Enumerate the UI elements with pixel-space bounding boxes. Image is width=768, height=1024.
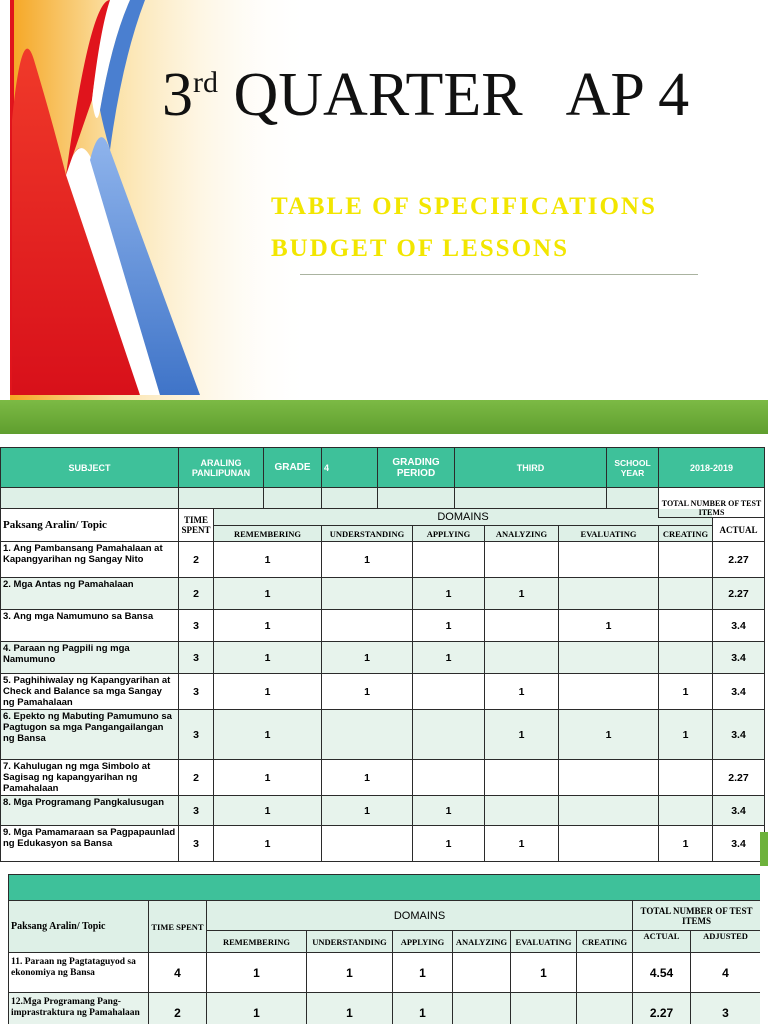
topic-cell: 6. Epekto ng Mabuting Pamumuno sa Pagtugon sa mga Pangangailangan ng Bansa [1, 710, 179, 760]
topic-cell: 8. Mga Programang Pangkalusugan [1, 796, 179, 826]
applying-cell: 1 [413, 826, 485, 862]
topic-cell: 4. Paraan ng Pagpili ng mga Namumuno [1, 642, 179, 674]
analyzing-cell [485, 760, 559, 796]
applying-cell: 1 [413, 578, 485, 610]
title-text: QUARTER AP 4 [218, 61, 690, 129]
time-cell: 3 [179, 826, 214, 862]
time-cell: 3 [179, 642, 214, 674]
domain-understanding-header: UNDERSTANDING [322, 526, 413, 542]
green-banner [0, 400, 768, 434]
actual-cell: 3.4 [713, 826, 765, 862]
title-slide [0, 0, 768, 400]
topic-cell: 1. Ang Pambansang Pamahalaan at Kapangyarihan ng Sangay Nito [1, 542, 179, 578]
time-cell: 3 [179, 674, 214, 710]
domain-applying-header: APPLYING [413, 526, 485, 542]
remembering-cell: 1 [214, 642, 322, 674]
actual-cell: 2.27 [713, 542, 765, 578]
table-row [1, 674, 765, 710]
domain-analyzing-header: ANALYZING [485, 526, 559, 542]
title-ordinal-suffix: rd [193, 66, 218, 99]
time-cell: 3 [179, 610, 214, 642]
time-cell: 3 [179, 796, 214, 826]
domain-understanding-header: UNDERSTANDING [307, 931, 393, 953]
applying-cell: 1 [413, 610, 485, 642]
creating-cell: 1 [659, 674, 713, 710]
header-row [9, 901, 761, 931]
topic-cell: 7. Kahulugan ng mga Simbolo at Sagisag ng kapangyarihan ng Pamahalaan [1, 760, 179, 796]
subject-label: SUBJECT [1, 448, 179, 488]
domain-evaluating-header: EVALUATING [511, 931, 577, 953]
evaluating-cell [559, 760, 659, 796]
evaluating-cell: 1 [559, 610, 659, 642]
remembering-cell: 1 [214, 542, 322, 578]
time-spent-header: TIME SPENT [149, 901, 207, 953]
understanding-cell: 1 [322, 542, 413, 578]
analyzing-cell: 1 [485, 674, 559, 710]
analyzing-cell [485, 642, 559, 674]
topic-cell: 11. Paraan ng Pagtataguyod sa ekonomiya ng Bansa [9, 953, 149, 993]
evaluating-cell [559, 542, 659, 578]
remembering-cell: 1 [214, 826, 322, 862]
applying-cell [413, 710, 485, 760]
understanding-cell: 1 [322, 796, 413, 826]
domain-evaluating-header: EVALUATING [559, 526, 659, 542]
creating-cell [577, 953, 633, 993]
adjusted-header: ADJUSTED [691, 931, 761, 953]
total-test-items-header: TOTAL NUMBER OF TEST ITEMS [633, 901, 761, 931]
applying-cell [413, 542, 485, 578]
title-number: 3 [162, 61, 193, 129]
analyzing-cell: 1 [485, 826, 559, 862]
analyzing-cell [453, 993, 511, 1024]
table-row [1, 578, 765, 610]
topic-cell: 5. Paghihiwalay ng Kapangyarihan at Check and Balance sa mga Sangay ng Pamahalaan [1, 674, 179, 710]
evaluating-cell [559, 796, 659, 826]
remembering-cell: 1 [207, 993, 307, 1024]
table-row [1, 760, 765, 796]
actual-header: ACTUAL [713, 518, 765, 542]
subject-value: ARALING PANLIPUNAN [179, 448, 264, 488]
applying-cell: 1 [413, 796, 485, 826]
creating-cell: 1 [659, 710, 713, 760]
info-blank-row [1, 488, 765, 509]
teal-header-row [9, 875, 761, 901]
evaluating-cell [559, 642, 659, 674]
applying-cell [413, 674, 485, 710]
remembering-cell: 1 [214, 796, 322, 826]
creating-cell [659, 796, 713, 826]
adjusted-cell: 4 [691, 953, 761, 993]
grade-label: GRADE [264, 448, 322, 488]
actual-cell: 2.27 [713, 578, 765, 610]
analyzing-cell [485, 610, 559, 642]
school-year-value: 2018-2019 [659, 448, 765, 488]
applying-cell: 1 [393, 953, 453, 993]
creating-cell [659, 642, 713, 674]
total-test-items-header: TOTAL NUMBER OF TEST ITEMS [659, 488, 765, 518]
understanding-cell [322, 710, 413, 760]
creating-cell [659, 610, 713, 642]
page-title [162, 61, 690, 129]
evaluating-cell [559, 674, 659, 710]
grading-period-value: THIRD [455, 448, 607, 488]
table-row [1, 642, 765, 674]
table-row [1, 542, 765, 578]
actual-cell: 3.4 [713, 796, 765, 826]
evaluating-cell [559, 578, 659, 610]
table-of-specifications-page-2 [8, 874, 760, 1024]
understanding-cell: 1 [322, 642, 413, 674]
evaluating-cell: 1 [511, 953, 577, 993]
info-header-row [1, 448, 765, 488]
analyzing-cell [453, 953, 511, 993]
actual-cell: 4.54 [633, 953, 691, 993]
creating-cell [659, 542, 713, 578]
actual-cell: 3.4 [713, 674, 765, 710]
applying-cell [413, 760, 485, 796]
domain-creating-header: CREATING [659, 526, 713, 542]
evaluating-cell [559, 826, 659, 862]
topic-cell: 3. Ang mga Namumuno sa Bansa [1, 610, 179, 642]
understanding-cell [322, 610, 413, 642]
remembering-cell: 1 [214, 610, 322, 642]
actual-cell: 3.4 [713, 710, 765, 760]
evaluating-cell [511, 993, 577, 1024]
creating-cell [577, 993, 633, 1024]
school-year-label: SCHOOL YEAR [607, 448, 659, 488]
remembering-cell: 1 [214, 710, 322, 760]
grading-period-label: GRADING PERIOD [378, 448, 455, 488]
domain-remembering-header: REMEMBERING [207, 931, 307, 953]
topic-column-header: Paksang Aralin/ Topic [9, 901, 149, 953]
analyzing-cell: 1 [485, 578, 559, 610]
creating-cell [659, 578, 713, 610]
adjusted-cell: 3 [691, 993, 761, 1024]
remembering-cell: 1 [214, 760, 322, 796]
understanding-cell: 1 [307, 993, 393, 1024]
domain-remembering-header: REMEMBERING [214, 526, 322, 542]
table-row [1, 610, 765, 642]
time-cell: 3 [179, 710, 214, 760]
remembering-cell: 1 [214, 674, 322, 710]
time-spent-header: TIME SPENT [179, 509, 214, 542]
topic-cell: 2. Mga Antas ng Pamahalaan [1, 578, 179, 610]
topic-cell: 12.Mga Programang Pang-imprastraktura ng Pamahalaan [9, 993, 149, 1024]
understanding-cell: 1 [307, 953, 393, 993]
specifications-table [0, 447, 765, 862]
domain-applying-header: APPLYING [393, 931, 453, 953]
analyzing-cell [485, 542, 559, 578]
time-cell: 4 [149, 953, 207, 993]
actual-cell: 3.4 [713, 610, 765, 642]
table-row [9, 953, 761, 993]
domains-header: DOMAINS [207, 901, 633, 931]
table-of-specifications-page-1 [0, 447, 768, 865]
topic-column-header: Paksang Aralin/ Topic [1, 509, 179, 542]
creating-cell: 1 [659, 826, 713, 862]
understanding-cell [322, 826, 413, 862]
subtitle-budget-of-lessons: BUDGET OF LESSONS [271, 235, 569, 262]
table-row [1, 826, 765, 862]
table-row [9, 993, 761, 1024]
time-cell: 2 [179, 578, 214, 610]
remembering-cell: 1 [207, 953, 307, 993]
time-cell: 2 [179, 760, 214, 796]
specifications-table-continued [8, 874, 760, 1024]
title-divider [300, 274, 698, 275]
actual-cell: 2.27 [633, 993, 691, 1024]
domains-header: DOMAINS [214, 509, 713, 526]
actual-header: ACTUAL [633, 931, 691, 953]
understanding-cell: 1 [322, 674, 413, 710]
remembering-cell: 1 [214, 578, 322, 610]
domain-creating-header: CREATING [577, 931, 633, 953]
analyzing-cell [485, 796, 559, 826]
subtitle-table-of-specifications: TABLE OF SPECIFICATIONS [271, 193, 657, 220]
table-row [1, 796, 765, 826]
time-cell: 2 [179, 542, 214, 578]
applying-cell: 1 [393, 993, 453, 1024]
applying-cell: 1 [413, 642, 485, 674]
actual-cell: 3.4 [713, 642, 765, 674]
time-cell: 2 [149, 993, 207, 1024]
analyzing-cell: 1 [485, 710, 559, 760]
creating-cell [659, 760, 713, 796]
domain-analyzing-header: ANALYZING [453, 931, 511, 953]
understanding-cell [322, 578, 413, 610]
green-edge-accent [760, 832, 768, 866]
understanding-cell: 1 [322, 760, 413, 796]
grade-value: 4 [322, 448, 378, 488]
topic-cell: 9. Mga Pamamaraan sa Pagpapaunlad ng Edukasyon sa Bansa [1, 826, 179, 862]
table-row [1, 710, 765, 760]
actual-cell: 2.27 [713, 760, 765, 796]
evaluating-cell: 1 [559, 710, 659, 760]
